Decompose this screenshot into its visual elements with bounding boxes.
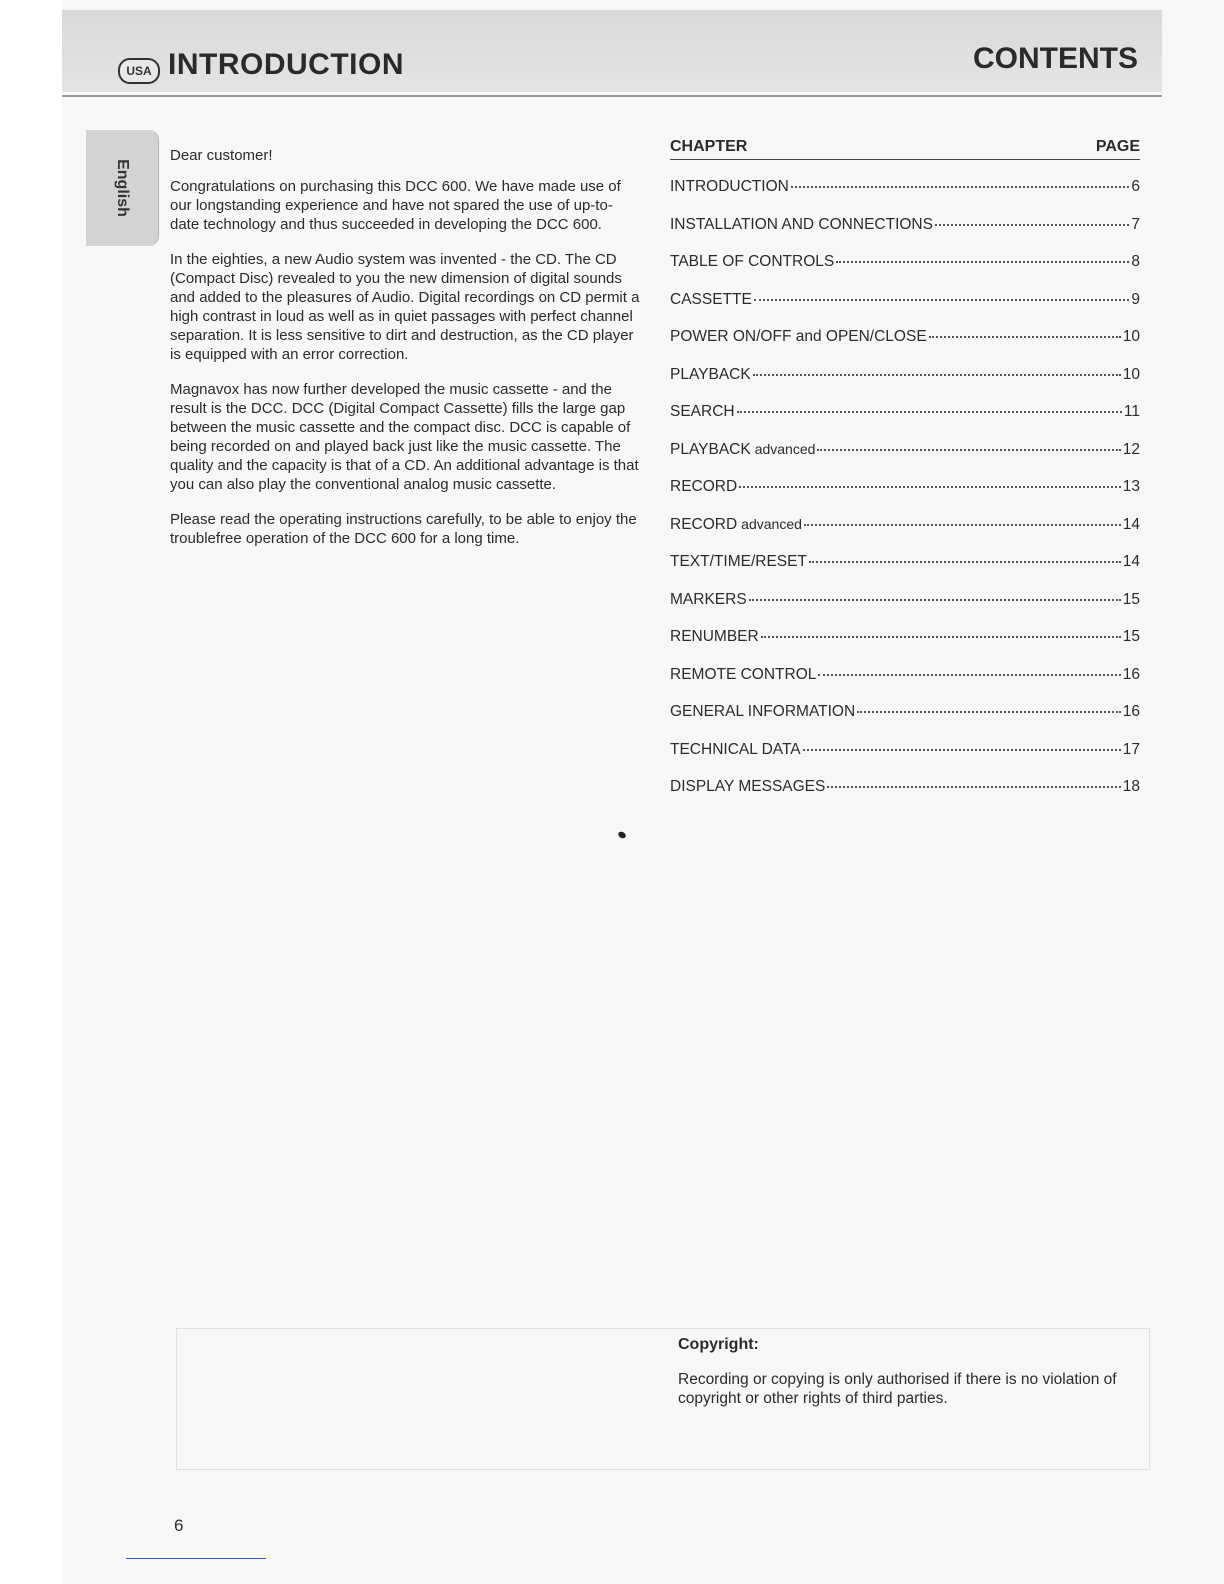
toc-entry	[670, 516, 1140, 554]
toc-entry-page: 10	[1122, 365, 1140, 383]
language-tab	[86, 130, 159, 246]
toc-entry	[670, 328, 1140, 366]
toc-leader-dots	[791, 186, 1130, 188]
toc-entry	[670, 216, 1140, 254]
toc-entry-title: CASSETTE	[670, 290, 752, 308]
toc-entry	[670, 703, 1140, 741]
toc-entry	[670, 441, 1140, 479]
toc-entry-page: 15	[1122, 628, 1140, 645]
page-column-label: PAGE	[1095, 138, 1140, 155]
toc-entry-page: 8	[1131, 253, 1140, 270]
toc-entry-title: TECHNICAL DATA	[670, 740, 801, 758]
toc-entry-page: 16	[1122, 703, 1140, 720]
toc-entry-title: RECORD	[670, 515, 738, 533]
toc-leader-dots	[737, 411, 1122, 413]
toc-entry-page: 14	[1122, 553, 1140, 570]
toc-leader-dots	[739, 486, 1121, 488]
toc-entry	[670, 778, 1140, 816]
toc-leader-dots	[857, 711, 1121, 713]
chapter-column-label: CHAPTER	[670, 138, 748, 155]
toc-entry	[670, 403, 1140, 441]
toc-entry-page: 11	[1123, 403, 1140, 420]
toc-entry-title: TEXT/TIME/RESET	[670, 553, 807, 570]
toc-entry	[670, 741, 1140, 779]
toc-entry	[670, 291, 1140, 329]
toc-entry-title: PLAYBACK	[670, 365, 751, 383]
toc-entry-title: PLAYBACK	[670, 440, 751, 458]
toc-entry-page: 12	[1122, 440, 1140, 458]
toc-entry-title: RECORD	[670, 478, 738, 495]
toc-leader-dots	[803, 749, 1121, 751]
toc-entry-page: 7	[1131, 215, 1140, 233]
page-margin	[0, 0, 62, 1584]
toc-entry-page: 13	[1122, 478, 1140, 495]
toc-entry	[670, 366, 1140, 404]
copyright-title: Copyright:	[678, 1336, 759, 1353]
toc-entry	[670, 178, 1140, 216]
language-tab-label: English	[114, 159, 131, 217]
toc-leader-dots	[817, 449, 1120, 451]
intro-paragraph: Congratulations on purchasing this DCC 600. We have made use of our longstanding experience and have not spared the use of up-to-date technology and thus succeeded in developing the DCC 600.	[170, 178, 621, 233]
toc-leader-dots	[804, 524, 1121, 526]
toc-header	[670, 138, 1140, 160]
toc-entry	[670, 478, 1140, 516]
toc-entry	[670, 666, 1140, 704]
toc-leader-dots	[761, 636, 1121, 638]
toc-entry	[670, 253, 1140, 291]
toc-entry-suffix: advanced	[754, 440, 816, 457]
ink-speck	[617, 830, 627, 839]
header-divider	[62, 95, 1162, 97]
intro-paragraph: Please read the operating instructions carefully, to be able to enjoy the troublefree operation of the DCC 600 for a long time.	[170, 511, 637, 547]
table-of-contents	[670, 138, 1140, 816]
toc-entry-page: 14	[1122, 515, 1140, 533]
toc-entry-title: INTRODUCTION	[670, 178, 789, 195]
bottom-underline	[126, 1558, 266, 1559]
toc-entry-title: DISPLAY MESSAGES	[670, 778, 826, 795]
toc-entry-suffix: advanced	[741, 515, 802, 532]
toc-entry	[670, 553, 1140, 591]
toc-entry-page: 6	[1131, 178, 1140, 195]
toc-entry-title: TABLE OF CONTROLS	[670, 253, 835, 270]
intro-paragraph: In the eighties, a new Audio system was invented - the CD. The CD (Compact Disc) revealed to you the new dimension of digital sounds and added to the pleasures of Audio. Digital recordings on CD permit a high contrast in loud as well as in quiet passages with perfect channel separation. It is less sensitive to dirt and destruction, as the CD player is equipped with an error correction.	[170, 251, 640, 363]
toc-list	[670, 178, 1140, 816]
toc-leader-dots	[827, 786, 1120, 788]
toc-entry-page: 17	[1122, 740, 1140, 758]
page-number: 6	[174, 1516, 184, 1535]
toc-entry-title: MARKERS	[670, 590, 747, 608]
introduction-text	[170, 146, 640, 560]
toc-entry-title: POWER ON/OFF and OPEN/CLOSE	[670, 328, 927, 345]
intro-paragraph: Magnavox has now further developed the music cassette - and the result is the DCC. DCC (Digital Compact Cassette) fills the large gap between the music cassette and the compact disc. DCC is capable of being recorded on and played back just like the music cassette. The quality and the capacity is that of a CD. An additional advantage is that you can also play the conventional analog music cassette.	[170, 381, 639, 493]
toc-entry-page: 9	[1131, 290, 1140, 308]
toc-entry-page: 16	[1122, 665, 1140, 683]
toc-leader-dots	[929, 336, 1121, 338]
usa-badge: USA	[118, 58, 160, 84]
toc-leader-dots	[749, 599, 1121, 601]
intro-paragraph: Dear customer!	[170, 147, 273, 164]
toc-leader-dots	[754, 299, 1130, 301]
copyright-text: Recording or copying is only authorised if there is no violation of copyright or other rights of third parties.	[678, 1371, 1117, 1407]
toc-leader-dots	[818, 674, 1120, 676]
toc-entry-page: 15	[1122, 590, 1140, 608]
toc-leader-dots	[836, 261, 1129, 263]
toc-entry-title: RENUMBER	[670, 628, 759, 645]
toc-leader-dots	[809, 561, 1121, 563]
toc-entry	[670, 628, 1140, 666]
toc-entry-page: 10	[1122, 328, 1140, 345]
toc-entry-title: GENERAL INFORMATION	[670, 703, 856, 720]
page-title: INTRODUCTION	[168, 48, 404, 81]
toc-entry-title: REMOTE CONTROL	[670, 665, 817, 683]
toc-entry-title: SEARCH	[670, 403, 735, 420]
toc-leader-dots	[753, 374, 1121, 376]
toc-entry-page: 18	[1122, 778, 1140, 795]
toc-leader-dots	[935, 224, 1129, 226]
contents-title: CONTENTS	[973, 42, 1138, 75]
toc-entry-title: INSTALLATION AND CONNECTIONS	[670, 215, 933, 233]
toc-entry	[670, 591, 1140, 629]
